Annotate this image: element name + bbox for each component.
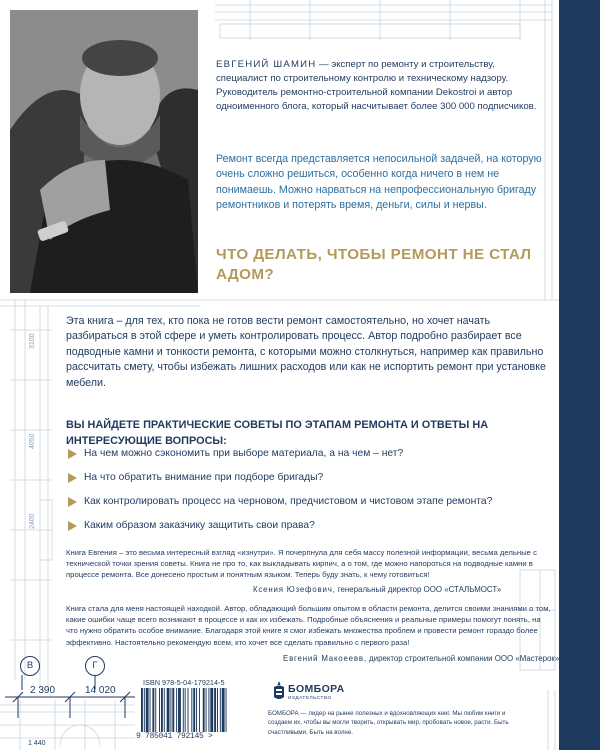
- reviewer-name: Евгений Макоеевв,: [283, 654, 367, 663]
- review-signature-1: [253, 585, 501, 594]
- barcode-bar: [176, 688, 177, 732]
- blueprint-dim-4050: 4050: [29, 433, 36, 449]
- tips-heading: ВЫ НАЙДЕТЕ ПРАКТИЧЕСКИЕ СОВЕТЫ ПО ЭТАПАМ РЕМОНТА И ОТВЕТЫ НА ИНТЕРЕСУЮЩИЕ ВОПРОСЫ:: [66, 419, 489, 447]
- barcode-digits: 9 785041 792145 >: [136, 732, 213, 741]
- barcode-bar: [217, 688, 218, 732]
- barcode-bar: [152, 688, 154, 732]
- tip-text: На чем можно сэкономить при выборе материала, а на чем – нет?: [84, 448, 404, 459]
- barcode-bar: [226, 688, 227, 732]
- list-item: [68, 472, 558, 496]
- barcode-bar: [144, 688, 145, 732]
- barcode-bar: [196, 688, 197, 732]
- list-item: [68, 520, 558, 544]
- barcode-bar: [193, 688, 195, 732]
- review-quote-2: Книга стала для меня настоящей находкой. Автор, обладающий большим опытом в области ремонта, делится своими знаниями о том, какие ошибки чаще всего возникают в процессе и как их избежать. Подробные объяснения и реальные примеры помогут понять, на что нужно обратить особое внимание. Благодаря этой книге я смог избежать множества проблем и провести ремонт гораздо более эффективно. Настоятельно рекомендую всем, кто хочет все сделать правильно с первого раза!: [66, 604, 551, 647]
- tip-text: Каким образом заказчику защитить свои права?: [84, 520, 315, 531]
- book-spine-edge: [559, 0, 600, 750]
- barcode-bar: [222, 688, 225, 732]
- grid-axis-marker-g: Г: [85, 656, 105, 676]
- barcode-bar: [199, 688, 200, 732]
- reviewer-name: Ксения Юзефович,: [253, 585, 336, 594]
- triangle-bullet-icon: [68, 473, 77, 483]
- dimension-2390: 2 390: [30, 685, 56, 696]
- review-signature-2: [283, 654, 559, 663]
- barcode-bar: [188, 688, 189, 732]
- barcode-bar: [214, 688, 216, 732]
- barcode-bar: [206, 688, 207, 732]
- author-bio: [216, 58, 541, 114]
- dimension-1440: 1 440: [28, 740, 46, 747]
- tip-text: На что обратить внимание при подборе бригады?: [84, 472, 324, 483]
- barcode-bar: [210, 688, 213, 732]
- publisher-description: БОМБОРА — лидер на рынке полезных и вдохновляющих книг. Мы любим книги и создаем их, чтобы вы могли творить, открывать мир, пробовать новое, расти. Быть счастливыми. Быть на волне.: [268, 710, 509, 736]
- author-bio-text: — эксперт по ремонту и строительству, специалист по строительному контролю и техническому надзору. Руководитель ремонтно-строительной компании Dekostroi и автор одноименного блога, который насчитывает более 300 000 подписчиков.: [216, 59, 537, 112]
- barcode-bars: [141, 688, 253, 732]
- barcode-bar: [141, 688, 143, 732]
- triangle-bullet-icon: [68, 497, 77, 507]
- author-photo: [10, 10, 198, 293]
- isbn-label: ISBN 978-5-04-179214-5: [143, 678, 225, 687]
- triangle-bullet-icon: [68, 449, 77, 459]
- barcode-bar: [220, 688, 221, 732]
- barcode-bar: [191, 688, 192, 732]
- bombora-logo-icon: [272, 681, 286, 701]
- about-book-paragraph: Эта книга – для тех, кто пока не готов вести ремонт самостоятельно, но хочет начать разбираться в этой сфере и уметь контролировать процесс. Автор подробно разбирает все подводные камни и тонкости ремонта, с которыми можно столкнуться, например как правильно рассчитать смету, чтобы избежать лишних расходов или как не испортить ремонт при установке мебели.: [66, 315, 546, 389]
- barcode-bar: [161, 688, 163, 732]
- publisher-subtitle: ИЗДАТЕЛЬСТВО: [288, 696, 332, 701]
- blueprint-dim-2400: 2400: [29, 513, 36, 529]
- barcode-bar: [185, 688, 186, 732]
- barcode-bar: [150, 688, 151, 732]
- blueprint-dim-3100: 3100: [29, 333, 36, 349]
- barcode-bar: [167, 688, 170, 732]
- list-item: [68, 448, 558, 472]
- barcode-bar: [178, 688, 181, 732]
- barcode-bar: [172, 688, 174, 732]
- author-portrait-illustration: [10, 10, 198, 293]
- reviewer-role: директор строительной компании ООО «Мастерок»: [366, 654, 560, 663]
- author-name: ЕВГЕНИЙ ШАМИН: [216, 59, 317, 70]
- barcode-bar: [170, 688, 171, 732]
- tip-text: Как контролировать процесс на черновом, предчистовом и чистовом этапе ремонта?: [84, 496, 493, 507]
- barcode-bar: [146, 688, 149, 732]
- intro-paragraph: Ремонт всегда представляется непосильной задачей, на которую очень сложно решиться, особенно когда ничего в нем не понимаешь. Можно нарваться на непрофессиональную бригаду ремонтников и потерять время, деньги, силы и нервы.: [216, 153, 542, 212]
- barcode-bar: [164, 688, 165, 732]
- reviewer-role: генеральный директор ООО «СТАЛЬМОСТ»: [335, 585, 502, 594]
- list-item: [68, 496, 558, 520]
- barcode-bar: [203, 688, 205, 732]
- barcode-bar: [159, 688, 160, 732]
- dimension-14020: 14 020: [85, 685, 116, 696]
- publisher-name: БОМБОРА: [288, 683, 345, 695]
- triangle-bullet-icon: [68, 521, 77, 531]
- barcode-bar: [183, 688, 184, 732]
- review-quote-1: Книга Евгения – это весьма интересный взгляд «изнутри». Я почерпнула для себя массу полезной информации, весьма дельные с технической точки зрения советы. Книга не про то, как выкладывать кирпич, а о том, где можно напороться на подводные камни в процессе ремонта. Все донесено простым и понятным языком. Теперь буду знать, к чему готовиться!: [66, 548, 537, 580]
- barcode-bar: [155, 688, 156, 732]
- barcode-bar: [208, 688, 209, 732]
- question-heading: ЧТО ДЕЛАТЬ, ЧТОБЫ РЕМОНТ НЕ СТАЛ АДОМ?: [216, 246, 532, 283]
- grid-axis-marker-b: В: [20, 656, 40, 676]
- tips-list: [68, 448, 558, 544]
